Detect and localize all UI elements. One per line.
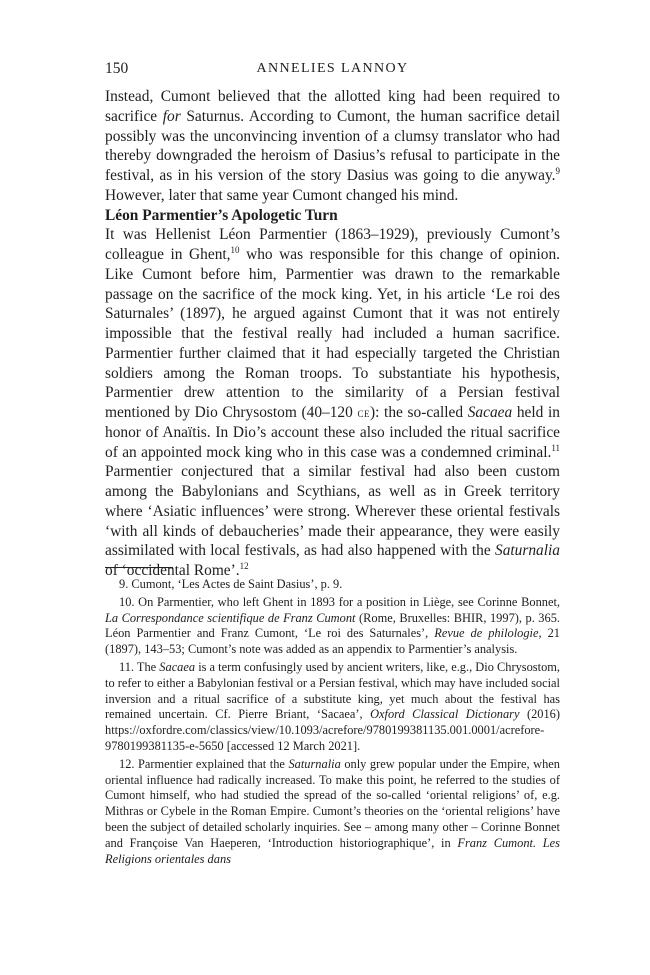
text-run: 12. Parmentier explained that the	[119, 756, 289, 771]
page-header	[105, 60, 560, 80]
footnote-10	[105, 595, 560, 658]
footnotes	[105, 577, 560, 869]
italic-run: for	[162, 107, 181, 125]
text-run: who was responsible for this change of opinion. Like Cumont before him, Parmentier was drawn to the remarkable passage on the sacrifice of the mock king. Yet, in his article ‘Le roi des Saturnales’ (1897), he argued against Cumont that it was not entirely impossible that the festival really had included a human sacrifice. Parmentier further claimed that it had especially targeted the Christian soldiers among the Roman troops. To substantiate his hypothesis, Parmentier drew attention to the similarity of a Persian festival mentioned by Dio Chrysostom (40–120	[105, 246, 560, 421]
italic-run: Saturnalia	[495, 542, 560, 560]
text-run: Instead, Cumont believed that the allotted king had been required to sacrifice	[105, 88, 560, 125]
italic-run: Sacaea	[159, 659, 196, 674]
italic-run: Franz Cumont. Les Religions orientales dans	[105, 835, 560, 866]
footnote-9: 9. Cumont, ‘Les Actes de Saint Dasius’, p. 9.	[119, 577, 343, 591]
section-paragraph	[105, 225, 560, 581]
text-run: of ‘occidental Rome’.	[105, 562, 240, 579]
italic-run: Revue de philologie	[434, 626, 539, 641]
text-run: It was Hellenist Léon Parmentier (1863–1929), previously Cumont’s colleague in Ghent,	[105, 226, 560, 263]
text-run: ): the so-called	[369, 404, 468, 421]
text-run: held in honor of Anaïtis. In Dio’s account these also included the ritual sacrifice of an appointed mock king who in this case was a condemned criminal.	[105, 404, 560, 461]
text-run: only grew popular under the Empire, when oriental influence had radically increased. To make this point, he referred to the studies of Cumont himself, who had studied the spread of the so-called ‘oriental religions’ of, e.g. Mithras or Cybele in the Roman Empire. Cumont’s theories on the ‘oriental religions’ have been the subject of detailed scholarly inquiries. See – among many other – Corinne Bonnet and Françoise Van Haeperen, ‘Introduction historiographique’, in	[105, 756, 560, 850]
italic-run: Oxford Classical Dictionary	[370, 707, 520, 722]
section-heading: Léon Parmentier’s Apologetic Turn	[105, 206, 338, 224]
footnote-ref-11[interactable]: 11	[551, 442, 560, 453]
footnote-divider	[105, 567, 173, 568]
footnote-ref-12[interactable]: 12	[239, 561, 249, 571]
text-run: However, later that same year Cumont changed his mind.	[105, 186, 459, 204]
footnote-12	[105, 757, 560, 868]
text-run: is a term confusingly used by ancient writers, like, e.g., Dio Chrysostom, to refer to either a Babylonian festival or a Persian festival, which may have included social inversion and a ritual sacrifice of a substitute king, yet much about the festival has remained uncertain. Cf. Pierre Briant, ‘Sacaea’,	[105, 659, 560, 722]
page-number: 150	[105, 60, 129, 77]
text-run: , 21 (1897), 143–53; Cumont’s note was added as an appendix to Parmentier’s analysis.	[105, 626, 560, 657]
text-run: 10. On Parmentier, who left Ghent in 1893 for a position in Liège, see Corinne Bonnet,	[119, 594, 560, 609]
footnote-ref-10[interactable]: 10	[230, 245, 240, 255]
running-head-author: ANNELIES LANNOY	[256, 61, 409, 76]
text-run: 11. The	[119, 659, 160, 674]
era-abbreviation: ce	[357, 405, 370, 420]
main-text	[105, 87, 560, 581]
text-run: (Rome, Bruxelles: BHIR, 1997), p. 365. Léon Parmentier and Franz Cumont, ‘Le roi des Saturnales’,	[105, 610, 560, 641]
text-run: Parmentier conjectured that a similar festival had also been custom among the Babylonians and Scythians, as well as in Greek territory where ‘Asiatic influences’ were strong. Wherever these oriental festivals ‘with all kinds of debaucheries’ made their appearance, they were easily assimilated with local festivals, as had also happened with the	[105, 463, 560, 560]
footnote-11	[105, 660, 560, 755]
italic-run: La Correspondance scientifique de Franz Cumont	[105, 610, 356, 625]
text-run: (2016) https://oxfordre.com/classics/view/10.1093/acrefore/9780199381135.001.0001/acrefore-9780199381135-e-5650 [accessed 12 March 2021].	[105, 707, 560, 753]
text-run: Saturnus. According to Cumont, the human sacrifice detail possibly was the unconvincing invention of a clumsy translator who had thereby downgraded the heroism of Dasius’s refusal to participate in the festival, as in his version of the story Dasius was going to die anyway.	[105, 107, 560, 184]
footnote-ref-9[interactable]: 9	[555, 166, 560, 176]
intro-paragraph	[105, 87, 560, 206]
italic-run: Sacaea	[467, 404, 513, 421]
italic-run: Saturnalia	[288, 756, 341, 771]
